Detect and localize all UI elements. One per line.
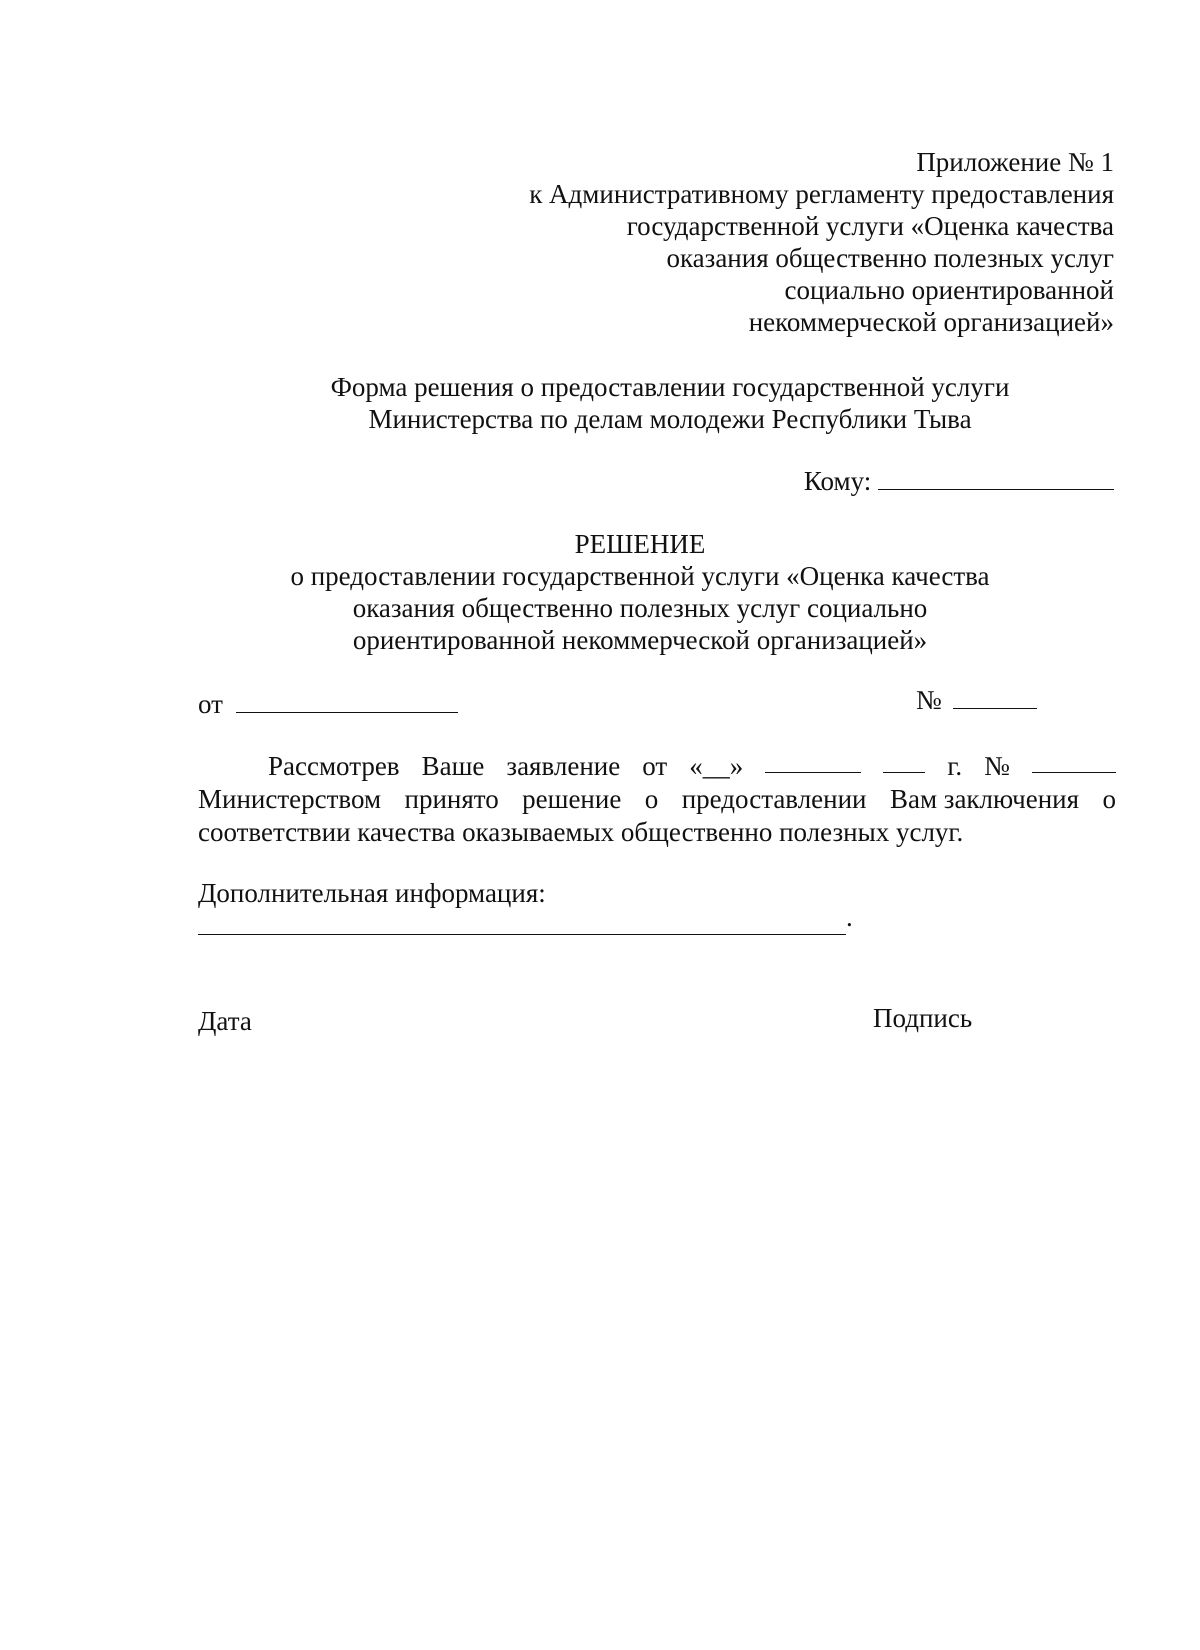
body-line-1 <box>198 750 1116 782</box>
appendix-line: Приложение № 1 <box>916 147 1114 177</box>
recipient-blank <box>878 467 1114 490</box>
body-word: решение <box>522 784 622 814</box>
decision-title <box>40 528 1200 656</box>
form-title-line: Форма решения о предоставлении государственной услуги <box>330 372 1010 402</box>
body-word: о <box>1102 784 1116 814</box>
application-year-blank <box>883 750 925 773</box>
appendix-line: некоммерческой организацией» <box>748 307 1114 337</box>
body-word: о <box>644 784 659 814</box>
body-word: Министерством <box>198 784 382 814</box>
additional-info-blank <box>198 912 846 935</box>
date-label: Дата <box>198 1006 252 1036</box>
additional-info-end-mark: . <box>846 902 853 932</box>
body-word: принято <box>404 784 499 814</box>
recipient-label: Кому: <box>803 466 872 496</box>
form-title-line: Министерства по делам молодежи Республики Тыва <box>368 404 972 434</box>
appendix-header <box>529 146 1114 338</box>
decision-date-blank <box>236 690 458 713</box>
application-month-blank <box>765 750 861 773</box>
appendix-line: государственной услуги «Оценка качества <box>626 211 1114 241</box>
body-word: Ваше <box>421 751 485 781</box>
ot-label: от <box>198 689 223 719</box>
decision-number-field <box>916 685 1037 716</box>
year-suffix: г. <box>947 751 963 781</box>
body-word: Вам заключения <box>889 784 1080 814</box>
signature-label: Подпись <box>873 1003 973 1033</box>
application-day-field: «__» <box>689 751 744 781</box>
decision-number-blank <box>953 686 1037 709</box>
body-line-2 <box>198 783 1116 815</box>
body-word: заявление <box>506 751 621 781</box>
recipient-field <box>804 466 1114 497</box>
body-paragraph <box>198 750 1116 848</box>
decision-subtitle-line: оказания общественно полезных услуг социально <box>352 593 928 623</box>
body-line-3: соответствии качества оказываемых общественно полезных услуг. <box>198 817 964 847</box>
body-word: от <box>642 751 668 781</box>
decision-subtitle-line: о предоставлении государственной услуги «Оценка качества <box>290 561 990 591</box>
additional-info-label: Дополнительная информация: <box>198 878 546 908</box>
appendix-line: социально ориентированной <box>784 275 1114 305</box>
decision-date-field <box>198 689 458 720</box>
application-number-blank <box>1032 750 1116 773</box>
body-word: Рассмотрев <box>268 751 400 781</box>
appendix-line: к Административному регламенту предоставления <box>529 179 1114 209</box>
application-number-sign: № <box>984 751 1010 781</box>
decision-subtitle-line: ориентированной некоммерческой организацией» <box>352 625 928 655</box>
number-label: № <box>916 685 942 715</box>
form-title <box>70 371 1200 435</box>
body-word: предоставлении <box>681 784 867 814</box>
appendix-line: оказания общественно полезных услуг <box>666 243 1114 273</box>
decision-heading: РЕШЕНИЕ <box>574 529 706 559</box>
